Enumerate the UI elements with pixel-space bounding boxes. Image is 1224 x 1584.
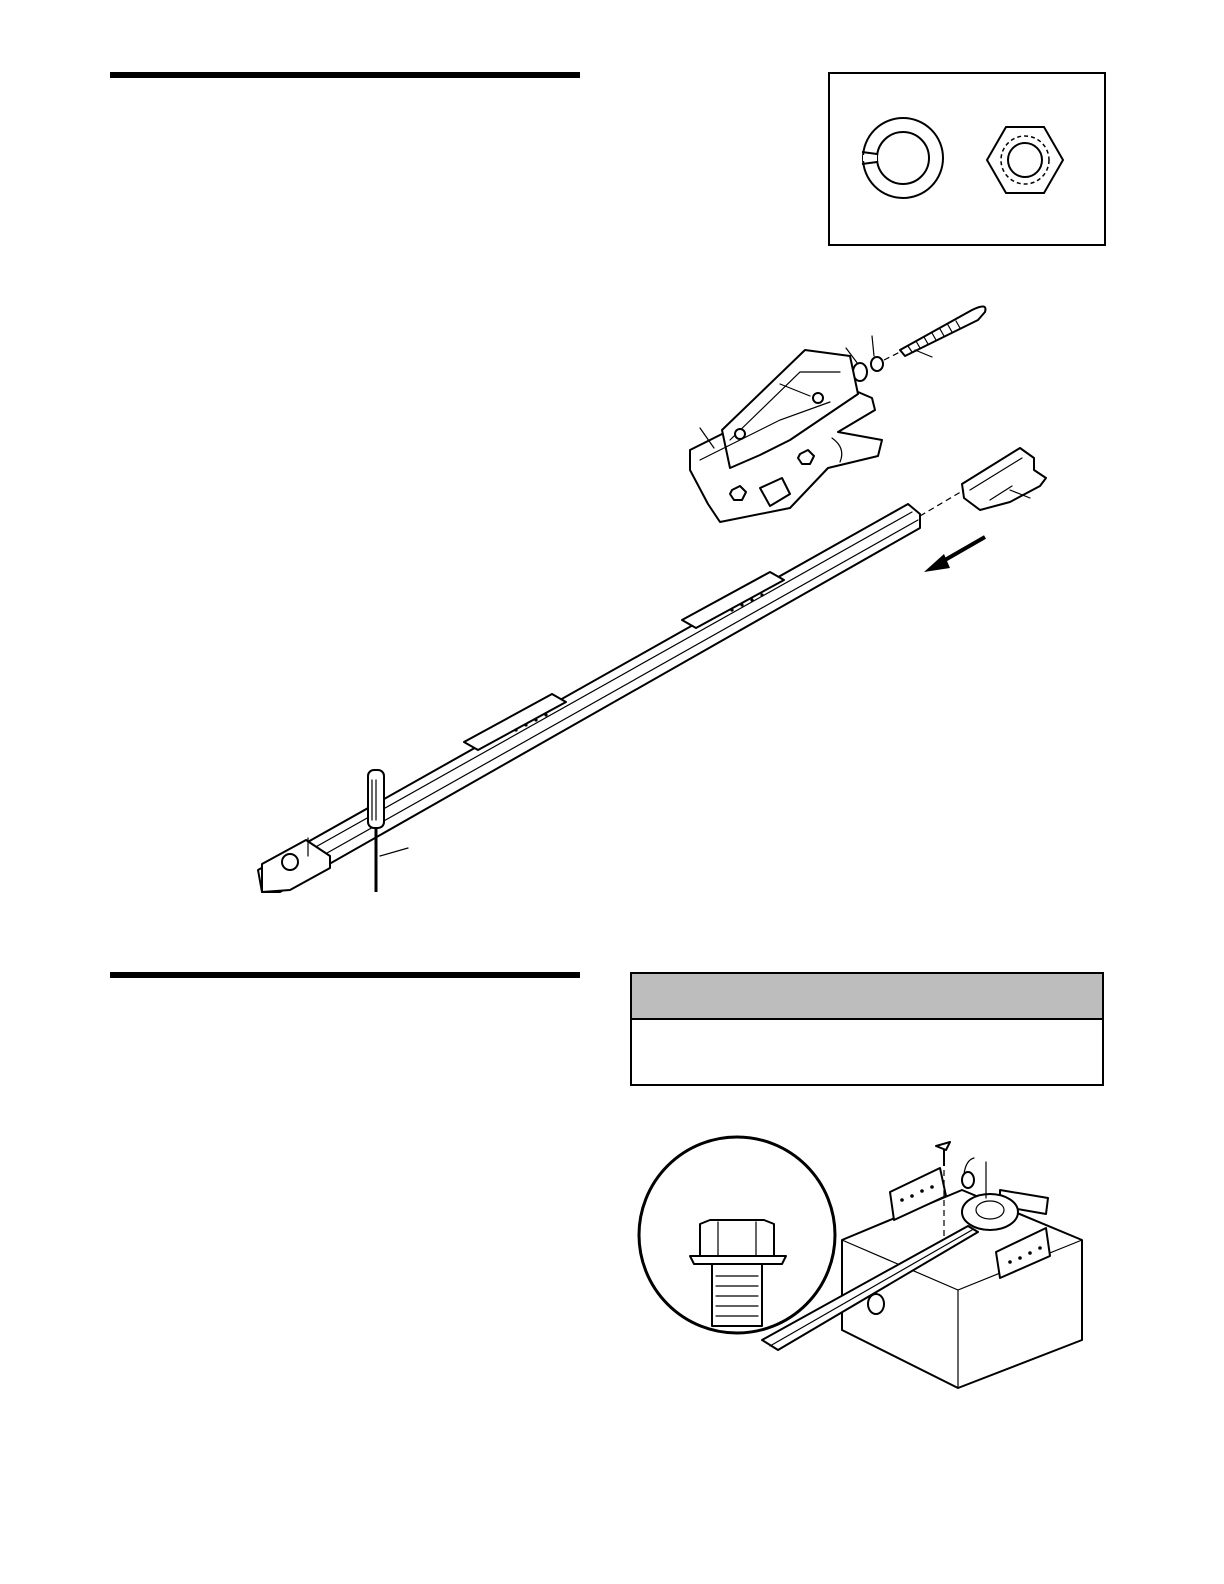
hex-bolt-closeup-icon xyxy=(639,1137,835,1333)
